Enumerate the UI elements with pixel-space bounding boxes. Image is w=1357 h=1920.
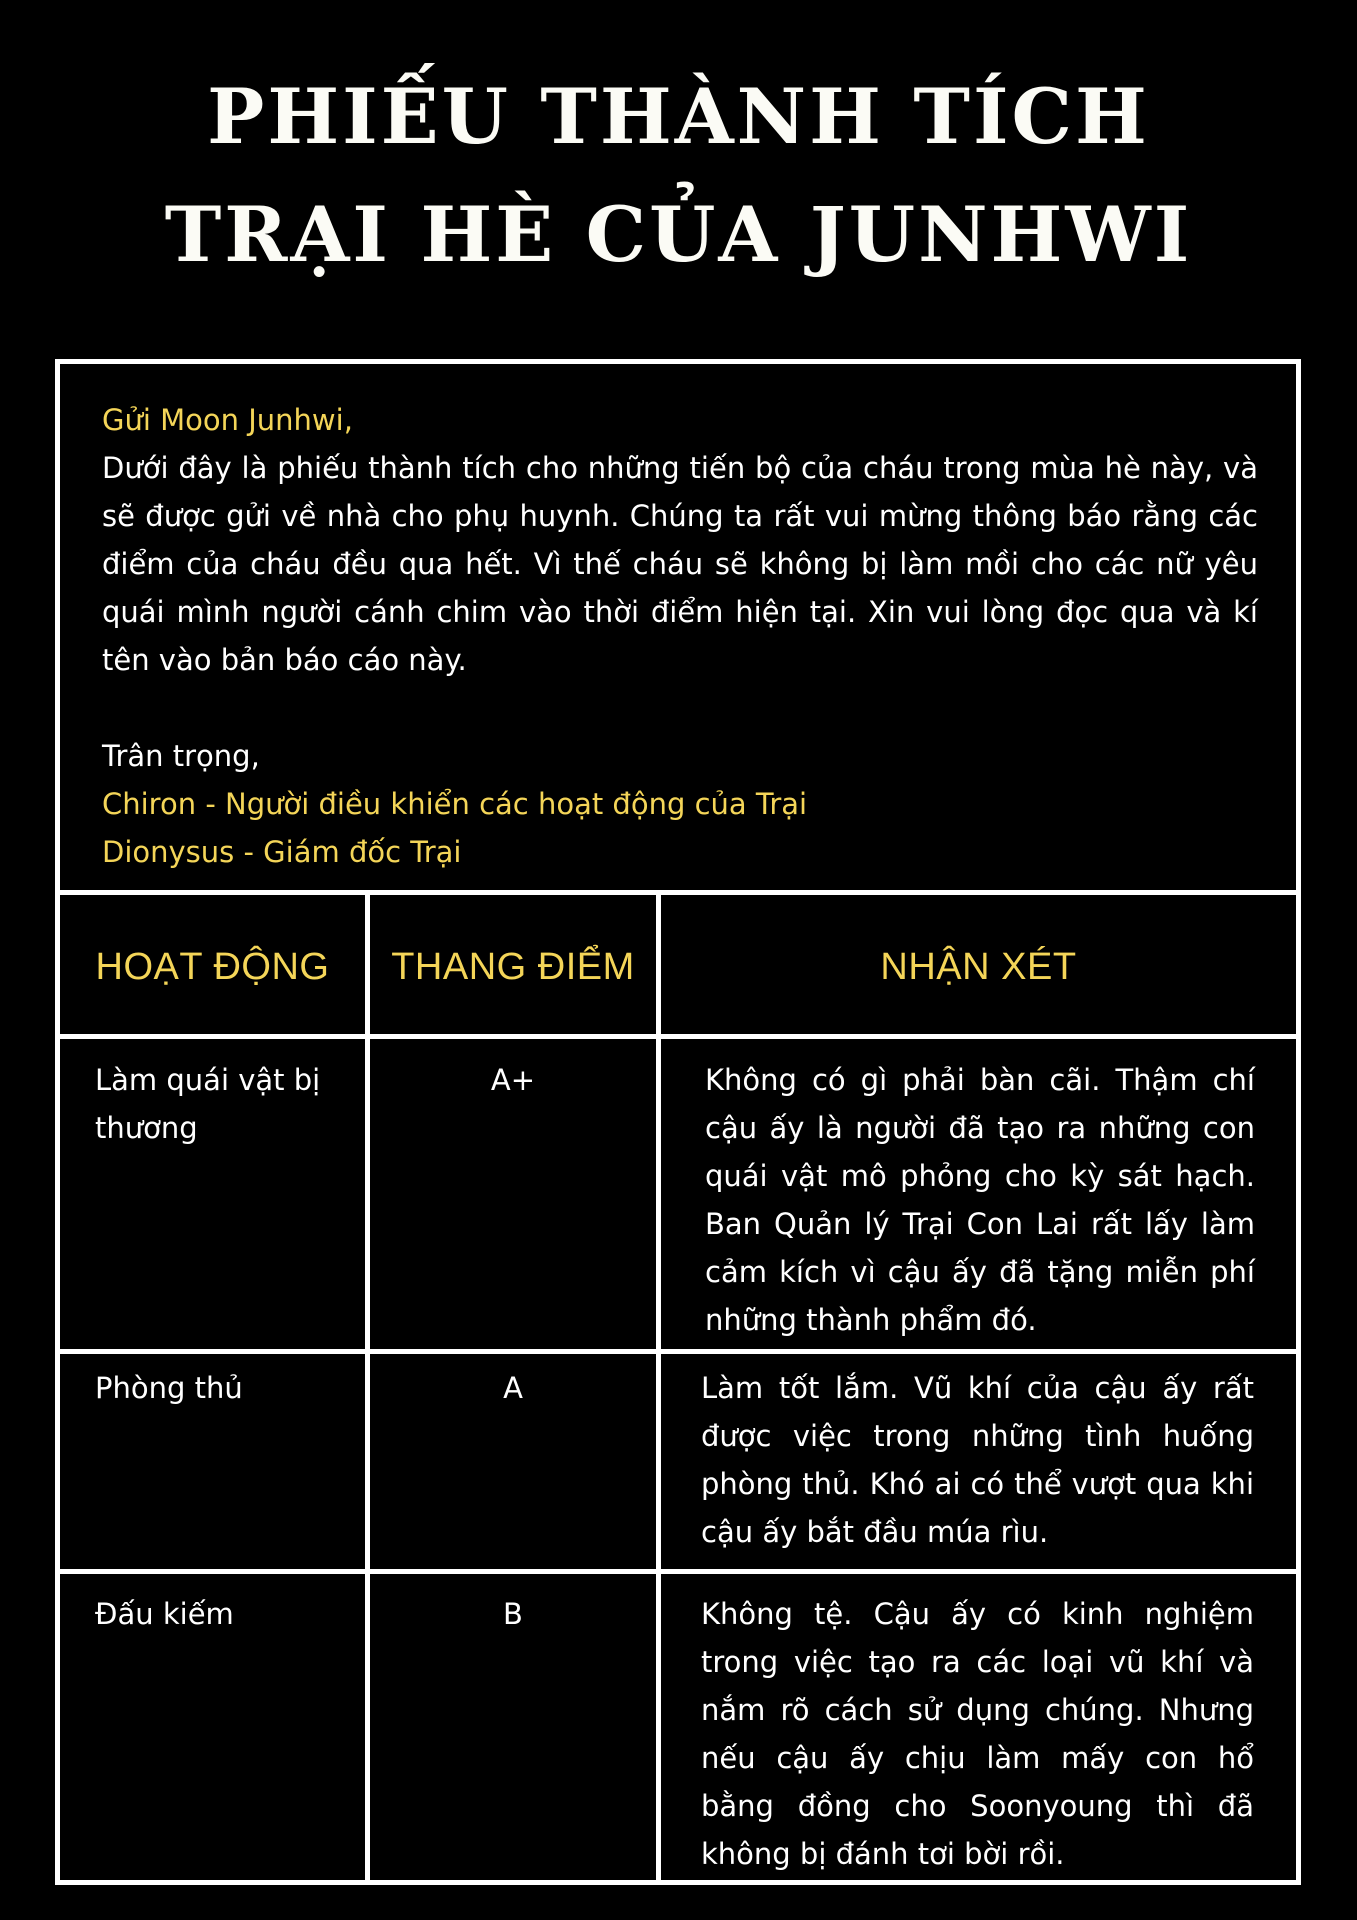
title-line-2: TRẠI HÈ CỦA JUNHWI <box>164 190 1193 279</box>
letter-spacer <box>102 684 1258 732</box>
row-divider-1 <box>60 1349 1296 1354</box>
report-card <box>55 359 1301 1885</box>
row-divider-header <box>60 1034 1296 1039</box>
letter-greeting: Gửi Moon Junhwi, <box>102 403 353 437</box>
header-grade: THANG ĐIỂM <box>391 945 635 988</box>
signature-dionysus: Dionysus - Giám đốc Trại <box>102 835 462 869</box>
letter-body: Dưới đây là phiếu thành tích cho những tiến bộ của cháu trong mùa hè này, và sẽ được gửi về nhà cho phụ huynh. Chúng ta rất vui mừng thông báo rằng các điểm của cháu đều qua hết. Vì thế cháu sẽ không bị làm mồi cho các nữ yêu quái mình người cánh chim vào thời điểm hiện tại. Xin vui lòng đọc qua và kí tên vào bản báo cáo này. <box>102 451 1258 677</box>
signature-chiron: Chiron - Người điều khiển các hoạt động của Trại <box>102 787 808 821</box>
letter-closing: Trân trọng, <box>102 739 260 773</box>
row-1-grade: A+ <box>490 1063 536 1097</box>
row-1-comment: Không có gì phải bàn cãi. Thậm chí cậu ấy là người đã tạo ra những con quái vật mô phỏng cho kỳ sát hạch. Ban Quản lý Trại Con Lai rất lấy làm cảm kích vì cậu ấy đã tặng miễn phí những thành phẩm đó. <box>705 1063 1255 1337</box>
row-divider-2 <box>60 1569 1296 1574</box>
header-comment: NHẬN XÉT <box>880 945 1077 988</box>
column-divider-2 <box>656 895 661 1880</box>
row-2-grade: A <box>503 1371 523 1405</box>
row-3-grade: B <box>503 1597 523 1631</box>
row-2-activity: Phòng thủ <box>95 1371 243 1405</box>
row-2-comment: Làm tốt lắm. Vũ khí của cậu ấy rất được việc trong những tình huống phòng thủ. Khó ai có thể vượt qua khi cậu ấy bắt đầu múa rìu. <box>701 1371 1254 1549</box>
row-3-activity: Đấu kiếm <box>95 1597 234 1631</box>
row-1-activity: Làm quái vật bị thương <box>95 1063 321 1145</box>
letter-section <box>60 364 1296 895</box>
header-activity: HOẠT ĐỘNG <box>95 945 330 988</box>
page-title <box>0 58 1357 294</box>
row-3-comment: Không tệ. Cậu ấy có kinh nghiệm trong việc tạo ra các loại vũ khí và nắm rõ cách sử dụng chúng. Nhưng nếu cậu ấy chịu làm mấy con hổ bằng đồng cho Soonyoung thì đã không bị đánh tơi bời rồi. <box>701 1597 1254 1871</box>
title-line-1: PHIẾU THÀNH TÍCH <box>207 72 1150 161</box>
